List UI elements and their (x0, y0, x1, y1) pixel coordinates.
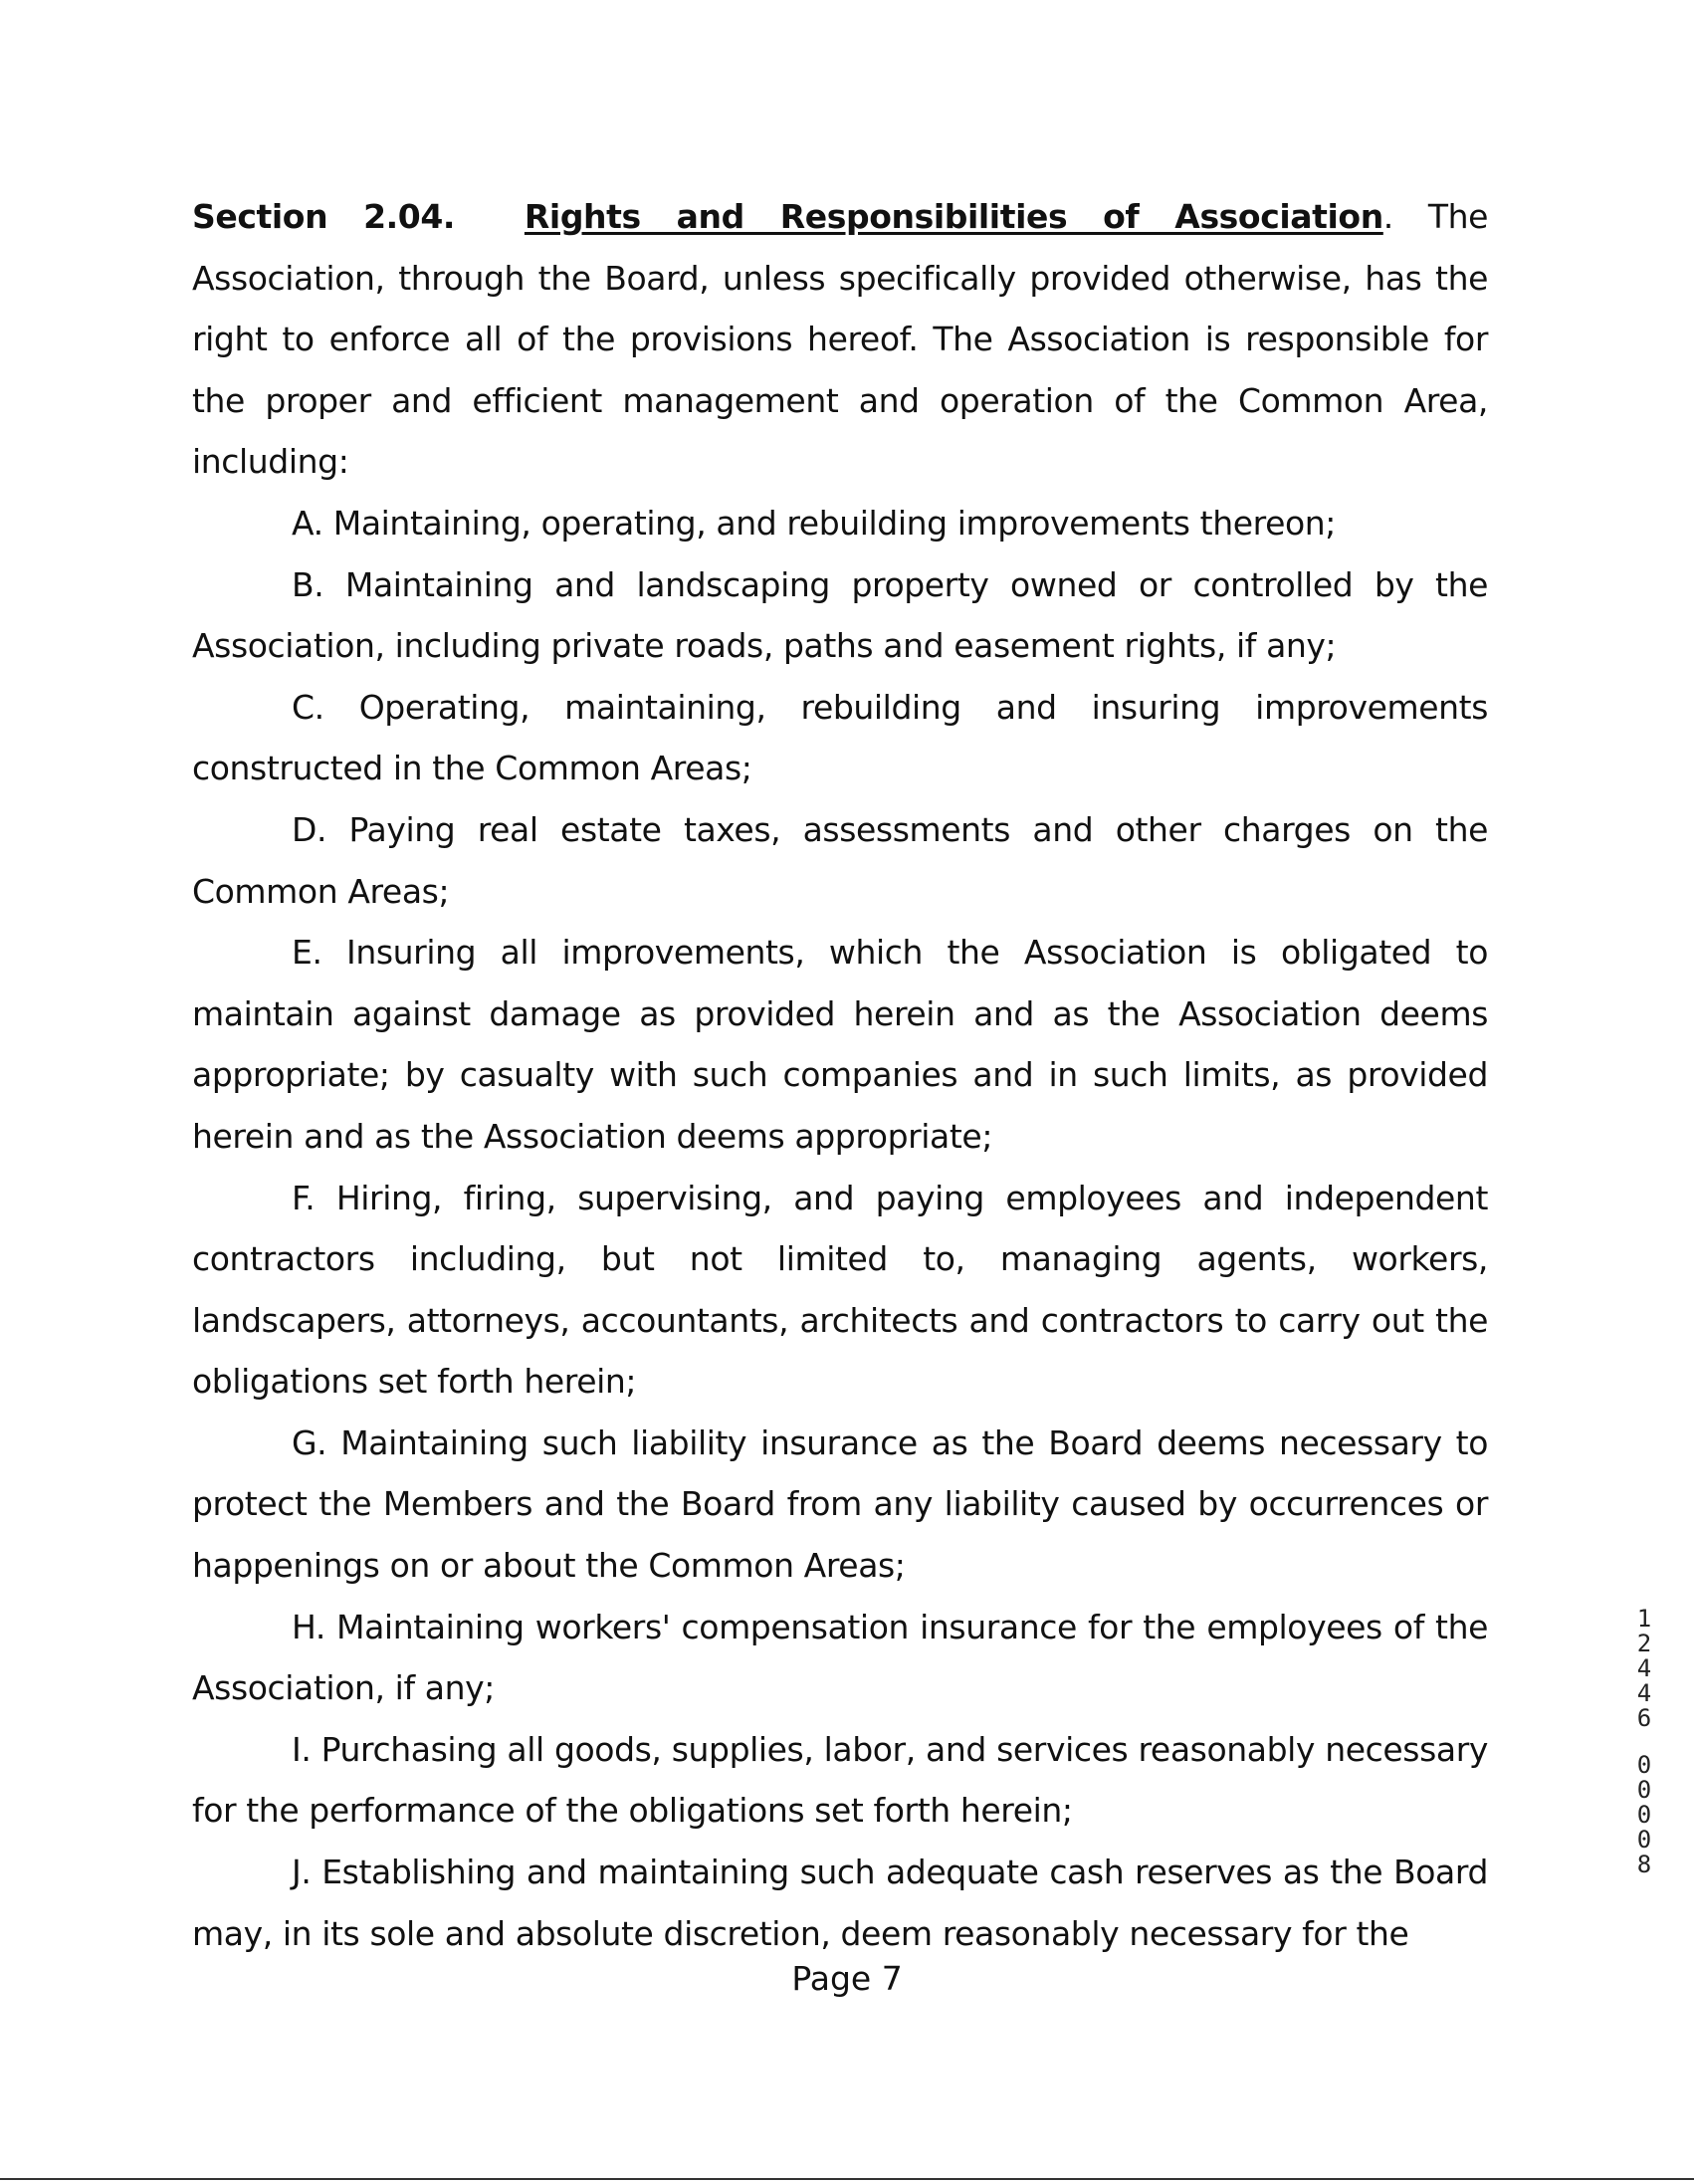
stamp-digit: 0 (1636, 1826, 1652, 1854)
list-item-b: B. Maintaining and landscaping property owned or controlled by the Association, including private roads, paths and easement rights, if any; (192, 564, 1488, 666)
list-item-d: D. Paying real estate taxes, assessments and other charges on the Common Areas; (192, 809, 1488, 911)
stamp-digit: 0 (1636, 1776, 1652, 1804)
list-item-a: A. Maintaining, operating, and rebuilding improvements thereon; (292, 503, 1337, 543)
section-paragraph (192, 186, 1488, 493)
document-body (192, 186, 1488, 1964)
section-title-period: . (1382, 197, 1393, 236)
stamp-digit: 1 (1636, 1605, 1652, 1633)
list-item-i: I. Purchasing all goods, supplies, labor, and services reasonably necessary for the performance of the obligations set forth herein; (192, 1729, 1488, 1831)
list-item-j: J. Establishing and maintaining such adequate cash reserves as the Board may, in its sole and absolute discretion, deem reasonably necessary for the (192, 1853, 1488, 1953)
list-item-c: C. Operating, maintaining, rebuilding and insuring improvements constructed in the Common Areas; (192, 687, 1488, 788)
stamp-digit: 0 (1636, 1801, 1652, 1829)
list-item-g: G. Maintaining such liability insurance as the Board deems necessary to protect the Members and the Board from any liability caused by occurrences or happenings on or about the Common Areas; (192, 1422, 1488, 1586)
section-number: Section 2.04. (192, 197, 456, 236)
stamp-digit: 4 (1636, 1679, 1652, 1707)
stamp-gap (1633, 1731, 1655, 1753)
section-title: Rights and Responsibilities of Association (524, 197, 1383, 236)
list-item-e: E. Insuring all improvements, which the Association is obligated to maintain against damage as provided herein and as the Association deems appropriate; by casualty with such companies and in such limits, as provided herein and as the Association deems appropriate; (192, 933, 1488, 1156)
stamp-digit: 6 (1636, 1704, 1652, 1732)
page-number: Page 7 (791, 1959, 903, 1998)
page-bottom-rule (0, 2178, 1694, 2180)
list-item-f: F. Hiring, firing, supervising, and paying employees and independent contractors including, but not limited to, managing agents, workers, landscapers, attorneys, accountants, architects and contractors to carry out the obligations set forth herein; (192, 1178, 1488, 1402)
list-item-h: H. Maintaining workers' compensation insurance for the employees of the Association, if any; (192, 1607, 1488, 1708)
stamp-digit: 0 (1636, 1751, 1652, 1779)
stamp-digit: 8 (1636, 1851, 1652, 1878)
stamp-digit: 4 (1636, 1654, 1652, 1682)
recording-stamp (1633, 1607, 1655, 1877)
section-intro: The Association, through the Board, unless specifically provided otherwise, has the right to enforce all of the provisions hereof. The Association is responsible for the proper and efficient management and operation of the Common Area, including: (192, 197, 1488, 482)
stamp-digit: 2 (1636, 1630, 1652, 1657)
